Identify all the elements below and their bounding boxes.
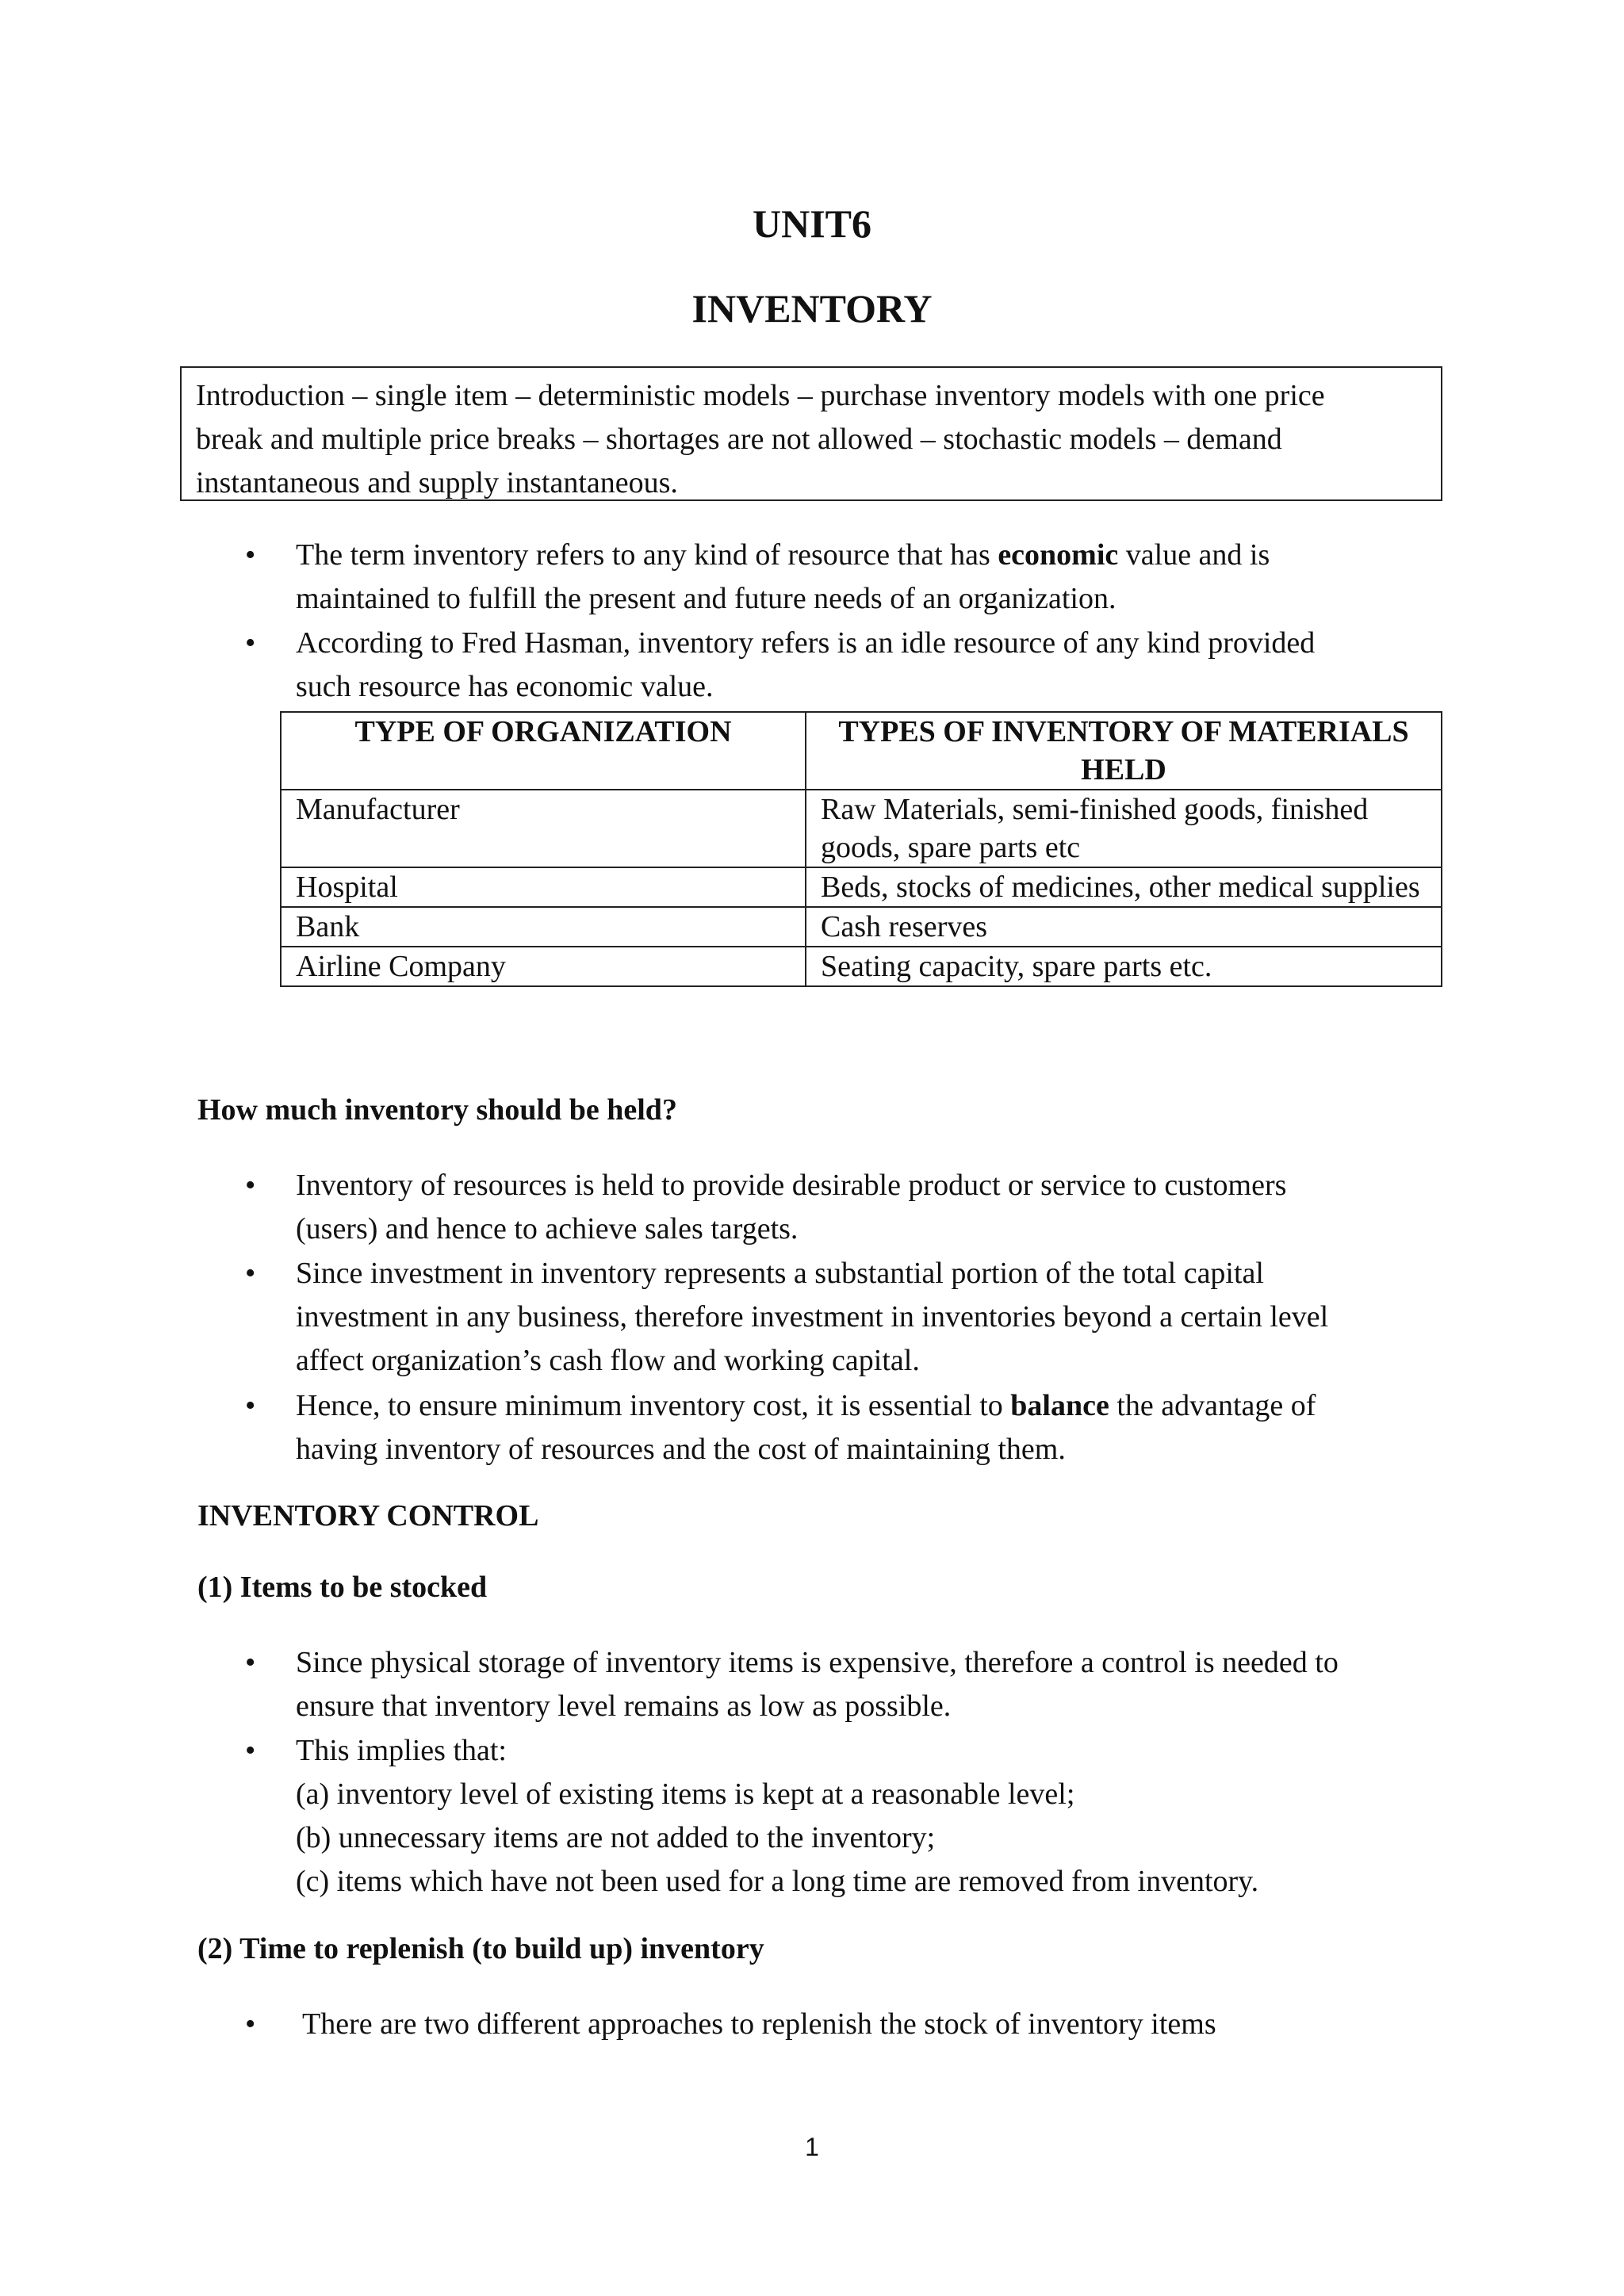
bold-term: economic — [998, 538, 1119, 572]
syllabus-box — [180, 366, 1442, 501]
table-row — [281, 947, 1442, 986]
table-header: TYPE OF ORGANIZATION — [281, 712, 806, 790]
table-header: TYPES OF INVENTORY OF MATERIALS HELD — [806, 712, 1442, 790]
bullet-icon: • — [245, 1646, 256, 1679]
bold-term: balance — [1010, 1389, 1109, 1422]
bullet-icon: • — [245, 1734, 256, 1767]
subsection-heading: (2) Time to replenish (to build up) inventory — [197, 1932, 764, 1965]
table-cell: Manufacturer — [281, 790, 806, 867]
table-row — [281, 867, 1442, 907]
bullet-icon: • — [245, 2007, 256, 2041]
table-cell: Airline Company — [281, 947, 806, 986]
bullet-icon: • — [245, 1169, 256, 1202]
syllabus-line: Introduction – single item – deterministic models – purchase inventory models with one price — [196, 379, 1325, 412]
list-item: • Since physical storage of inventory items is expensive, therefore a control is needed to ensure that inventory level remains as low as possible. — [296, 1641, 1339, 1728]
bullet-icon: • — [245, 538, 256, 572]
table-cell: Bank — [281, 907, 806, 947]
list-item: • Since investment in inventory represents a substantial portion of the total capital investment in any business, therefore investment in inventories beyond a certain level affect organization’s cash flow and working capital. — [296, 1252, 1328, 1383]
bullet-icon: • — [245, 1257, 256, 1290]
syllabus-line: instantaneous and supply instantaneous. — [196, 466, 678, 499]
list-item: • This implies that: (a) inventory level of existing items is kept at a reasonable level; (b) unnecessary items are not added to the inventory; (c) items which have not been used for a long time are removed from inventory. — [296, 1729, 1258, 1904]
bullet-icon: • — [245, 626, 256, 660]
table-cell: Raw Materials, semi-finished goods, finished goods, spare parts etc — [806, 790, 1442, 867]
table-cell: Beds, stocks of medicines, other medical supplies — [806, 867, 1442, 907]
intro-bullet: • The term inventory refers to any kind of resource that has economic value and is maintained to fulfill the present and future needs of an organization. — [296, 534, 1270, 621]
table-cell: Cash reserves — [806, 907, 1442, 947]
list-item: • Hence, to ensure minimum inventory cost, it is essential to balance the advantage of having inventory of resources and the cost of maintaining them. — [296, 1384, 1316, 1471]
bullet-icon: • — [245, 1389, 256, 1422]
table-header-row — [281, 712, 1442, 790]
table-row — [281, 790, 1442, 867]
section-heading: How much inventory should be held? — [197, 1093, 677, 1127]
syllabus-line: break and multiple price breaks – shortages are not allowed – stochastic models – demand — [196, 423, 1282, 456]
list-item: • Inventory of resources is held to provide desirable product or service to customers (users) and hence to achieve sales targets. — [296, 1164, 1286, 1251]
table-cell: Seating capacity, spare parts etc. — [806, 947, 1442, 986]
page-number: 1 — [805, 2133, 819, 2161]
unit-title: UNIT6 — [752, 201, 872, 246]
topic-title: INVENTORY — [691, 286, 933, 331]
section-heading: INVENTORY CONTROL — [197, 1499, 539, 1533]
list-item: • There are two different approaches to replenish the stock of inventory items — [302, 2003, 1216, 2046]
subsection-heading: (1) Items to be stocked — [197, 1571, 488, 1604]
table-row — [281, 907, 1442, 947]
intro-bullet: • According to Fred Hasman, inventory refers is an idle resource of any kind provided such resource has economic value. — [296, 622, 1315, 709]
table-cell: Hospital — [281, 867, 806, 907]
organization-inventory-table — [280, 711, 1442, 987]
